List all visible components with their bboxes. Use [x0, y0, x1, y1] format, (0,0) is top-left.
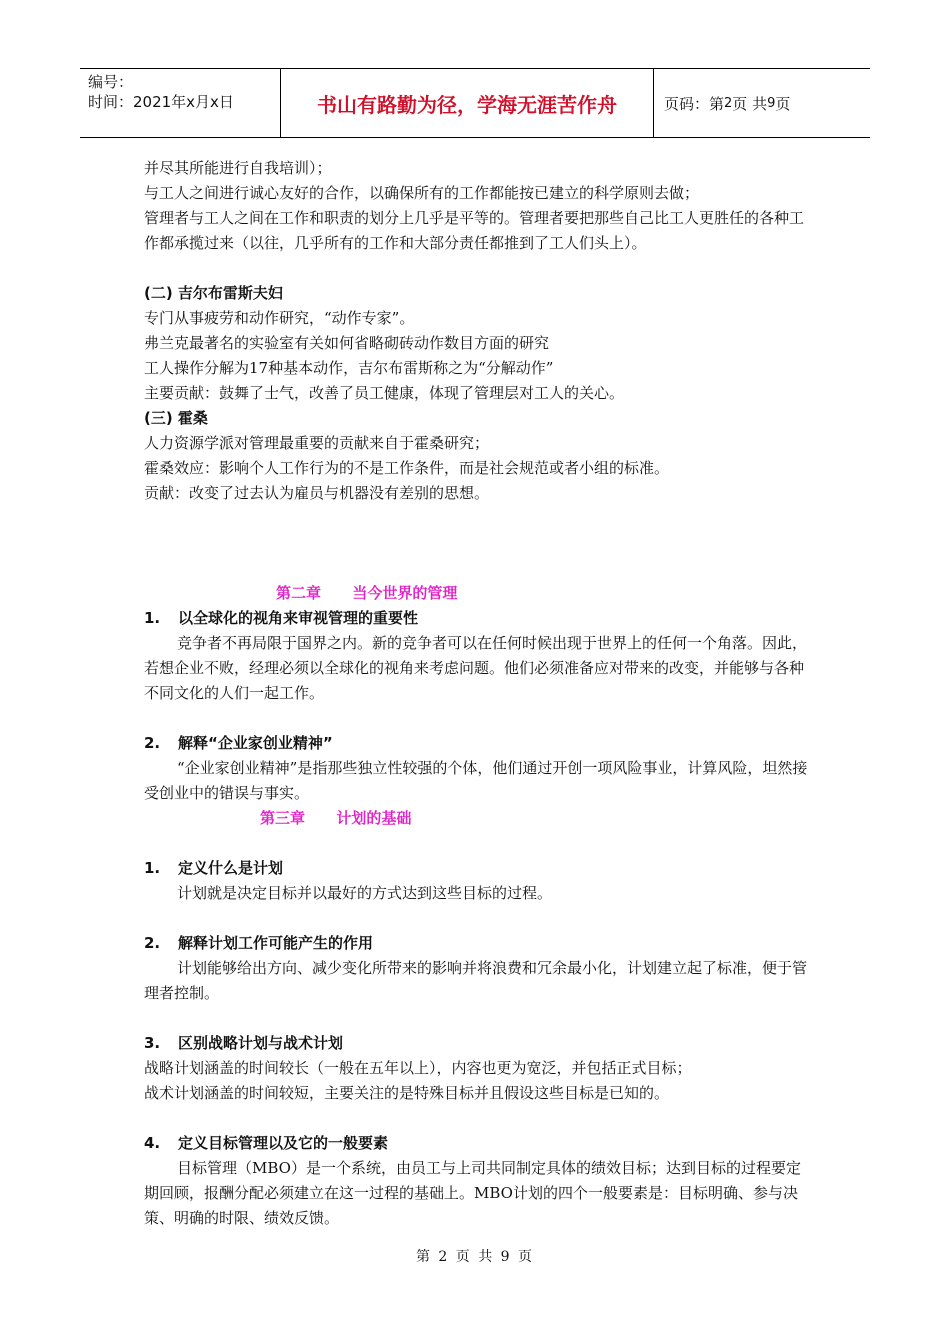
- question-number: 1.: [144, 609, 161, 627]
- question-number: 2.: [144, 934, 161, 952]
- paragraph: 工人操作分解为17种基本动作，吉尔布雷斯称之为“分解动作”: [144, 359, 554, 377]
- paragraph: 并尽其所能进行自我培训）；: [144, 159, 332, 177]
- document-body: [144, 156, 814, 1231]
- paragraph: 与工人之间进行诚心友好的合作，以确保所有的工作都能按已建立的科学原则去做；: [144, 184, 700, 202]
- page-header: [80, 68, 870, 138]
- header-info-cell: [80, 69, 281, 137]
- paragraph: 目标管理（MBO）是一个系统，由员工与上司共同制定具体的绩效目标；达到目标的过程要定期回顾，报酬分配必须建立在这一过程的基础上。MBO计划的四个一般要素是：目标明确、参与决策、明确的时限、绩效反馈。: [144, 1159, 801, 1227]
- question-heading: [144, 1131, 814, 1156]
- page-suffix: 页: [775, 94, 791, 113]
- page-footer: 第 2 页 共 9 页: [415, 1249, 535, 1265]
- paragraph: 战略计划涵盖的时间较长（一般在五年以上），内容也更为宽泛，并包括正式目标；: [144, 1059, 692, 1077]
- paragraph: 管理者与工人之间在工作和职责的划分上几乎是平等的。管理者要把那些自己比工人更胜任的各种工作都承揽过来（以往，几乎所有的工作和大部分责任都推到了工人们头上）。: [144, 209, 805, 252]
- header-page-number: [654, 69, 870, 137]
- paragraph: 人力资源学派对管理最重要的贡献来自于霍桑研究；: [144, 434, 490, 452]
- question-heading: [144, 1031, 814, 1056]
- page-prefix: 页码：第: [664, 94, 725, 113]
- question-heading: [144, 731, 814, 756]
- page-mid: 页 共: [732, 94, 768, 113]
- page-current: 2: [724, 95, 733, 111]
- question-number: 2.: [144, 734, 161, 752]
- paragraph: 主要贡献：鼓舞了士气，改善了员工健康，体现了管理层对工人的关心。: [144, 384, 625, 402]
- question-text: 区别战略计划与战术计划: [178, 1034, 344, 1052]
- paragraph: 计划就是决定目标并以最好的方式达到这些目标的过程。: [177, 884, 553, 902]
- question-text: 解释“企业家创业精神”: [178, 734, 333, 752]
- paragraph: 计划能够给出方向、减少变化所带来的影响并将浪费和冗余最小化，计划建立起了标准，便于管理者控制。: [144, 959, 808, 1002]
- question-number: 4.: [144, 1134, 161, 1152]
- question-number: 3.: [144, 1034, 161, 1052]
- chapter-title: 第二章 当今世界的管理: [276, 584, 458, 602]
- section-heading: (二) 吉尔布雷斯夫妇: [144, 284, 283, 302]
- paragraph: 霍桑效应：影响个人工作行为的不是工作条件，而是社会规范或者小组的标准。: [144, 459, 670, 477]
- code-label: 编号：: [88, 73, 134, 91]
- question-heading: [144, 606, 814, 631]
- paragraph: 战术计划涵盖的时间较短，主要关注的是特殊目标并且假设这些目标是已知的。: [144, 1084, 670, 1102]
- paragraph: 竞争者不再局限于国界之内。新的竞争者可以在任何时候出现于世界上的任何一个角落。因此，若想企业不败，经理必须以全球化的视角来考虑问题。他们必须准备应对带来的改变，并能够与各种不同文化的人们一起工作。: [144, 634, 808, 702]
- question-text: 解释计划工作可能产生的作用: [178, 934, 374, 952]
- page-total: 9: [767, 95, 776, 111]
- question-text: 定义目标管理以及它的一般要素: [178, 1134, 389, 1152]
- chapter-title: 第三章 计划的基础: [260, 809, 412, 827]
- paragraph: “企业家创业精神”是指那些独立性较强的个体，他们通过开创一项风险事业，计算风险，坦然接受创业中的错误与事实。: [144, 759, 808, 802]
- time-label: 时间：2021年x月x日: [88, 93, 234, 111]
- paragraph: 贡献：改变了过去认为雇员与机器没有差别的思想。: [144, 484, 490, 502]
- section-heading: (三) 霍桑: [144, 409, 208, 427]
- question-text: 以全球化的视角来审视管理的重要性: [178, 609, 419, 627]
- question-heading: [144, 856, 814, 881]
- header-motto: 书山有路勤为径，学海无涯苦作舟: [281, 69, 654, 137]
- question-number: 1.: [144, 859, 161, 877]
- paragraph: 专门从事疲劳和动作研究，“动作专家”。: [144, 309, 415, 327]
- paragraph: 弗兰克最著名的实验室有关如何省略砌砖动作数目方面的研究: [144, 334, 550, 352]
- question-text: 定义什么是计划: [178, 859, 284, 877]
- question-heading: [144, 931, 814, 956]
